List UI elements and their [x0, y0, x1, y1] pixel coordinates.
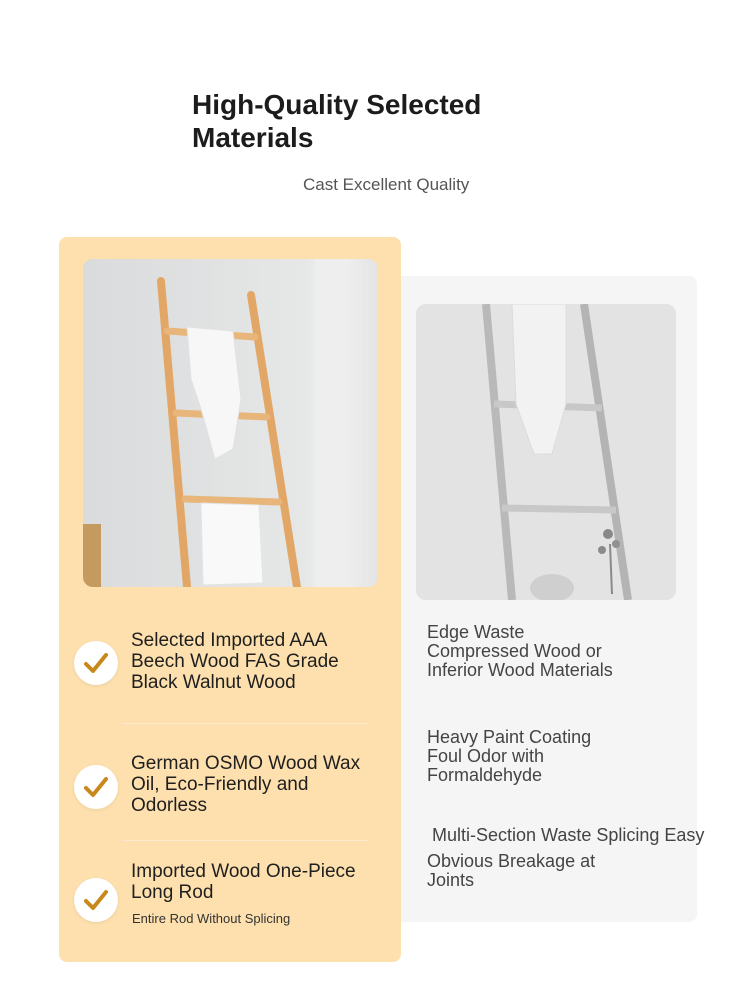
- divider: [122, 840, 368, 841]
- feature-materials: Selected Imported AAA Beech Wood FAS Grade Black Walnut Wood: [131, 630, 339, 693]
- check-icon: [74, 765, 118, 809]
- wood-ladder-photo: [83, 259, 378, 587]
- inferior-splicing: Multi-Section Waste Splicing Easy: [432, 825, 705, 845]
- feature-long-rod-sub: Entire Rod Without Splicing: [132, 911, 291, 926]
- check-icon: [74, 878, 118, 922]
- page-title: High-Quality Selected Materials: [192, 89, 482, 153]
- inferior-coating: Heavy Paint Coating Foul Odor with Formaldehyde: [427, 727, 592, 785]
- page-subtitle: Cast Excellent Quality: [303, 175, 470, 194]
- feature-long-rod: Imported Wood One-Piece Long Rod: [131, 861, 356, 903]
- divider: [122, 723, 368, 724]
- inferior-ladder-photo: [416, 304, 676, 600]
- feature-wax-oil: German OSMO Wood Wax Oil, Eco-Friendly and Odorless: [131, 753, 361, 816]
- check-icon: [74, 641, 118, 685]
- inferior-breakage: Obvious Breakage at Joints: [427, 851, 596, 890]
- inferior-materials: Edge Waste Compressed Wood or Inferior Wood Materials: [427, 622, 613, 680]
